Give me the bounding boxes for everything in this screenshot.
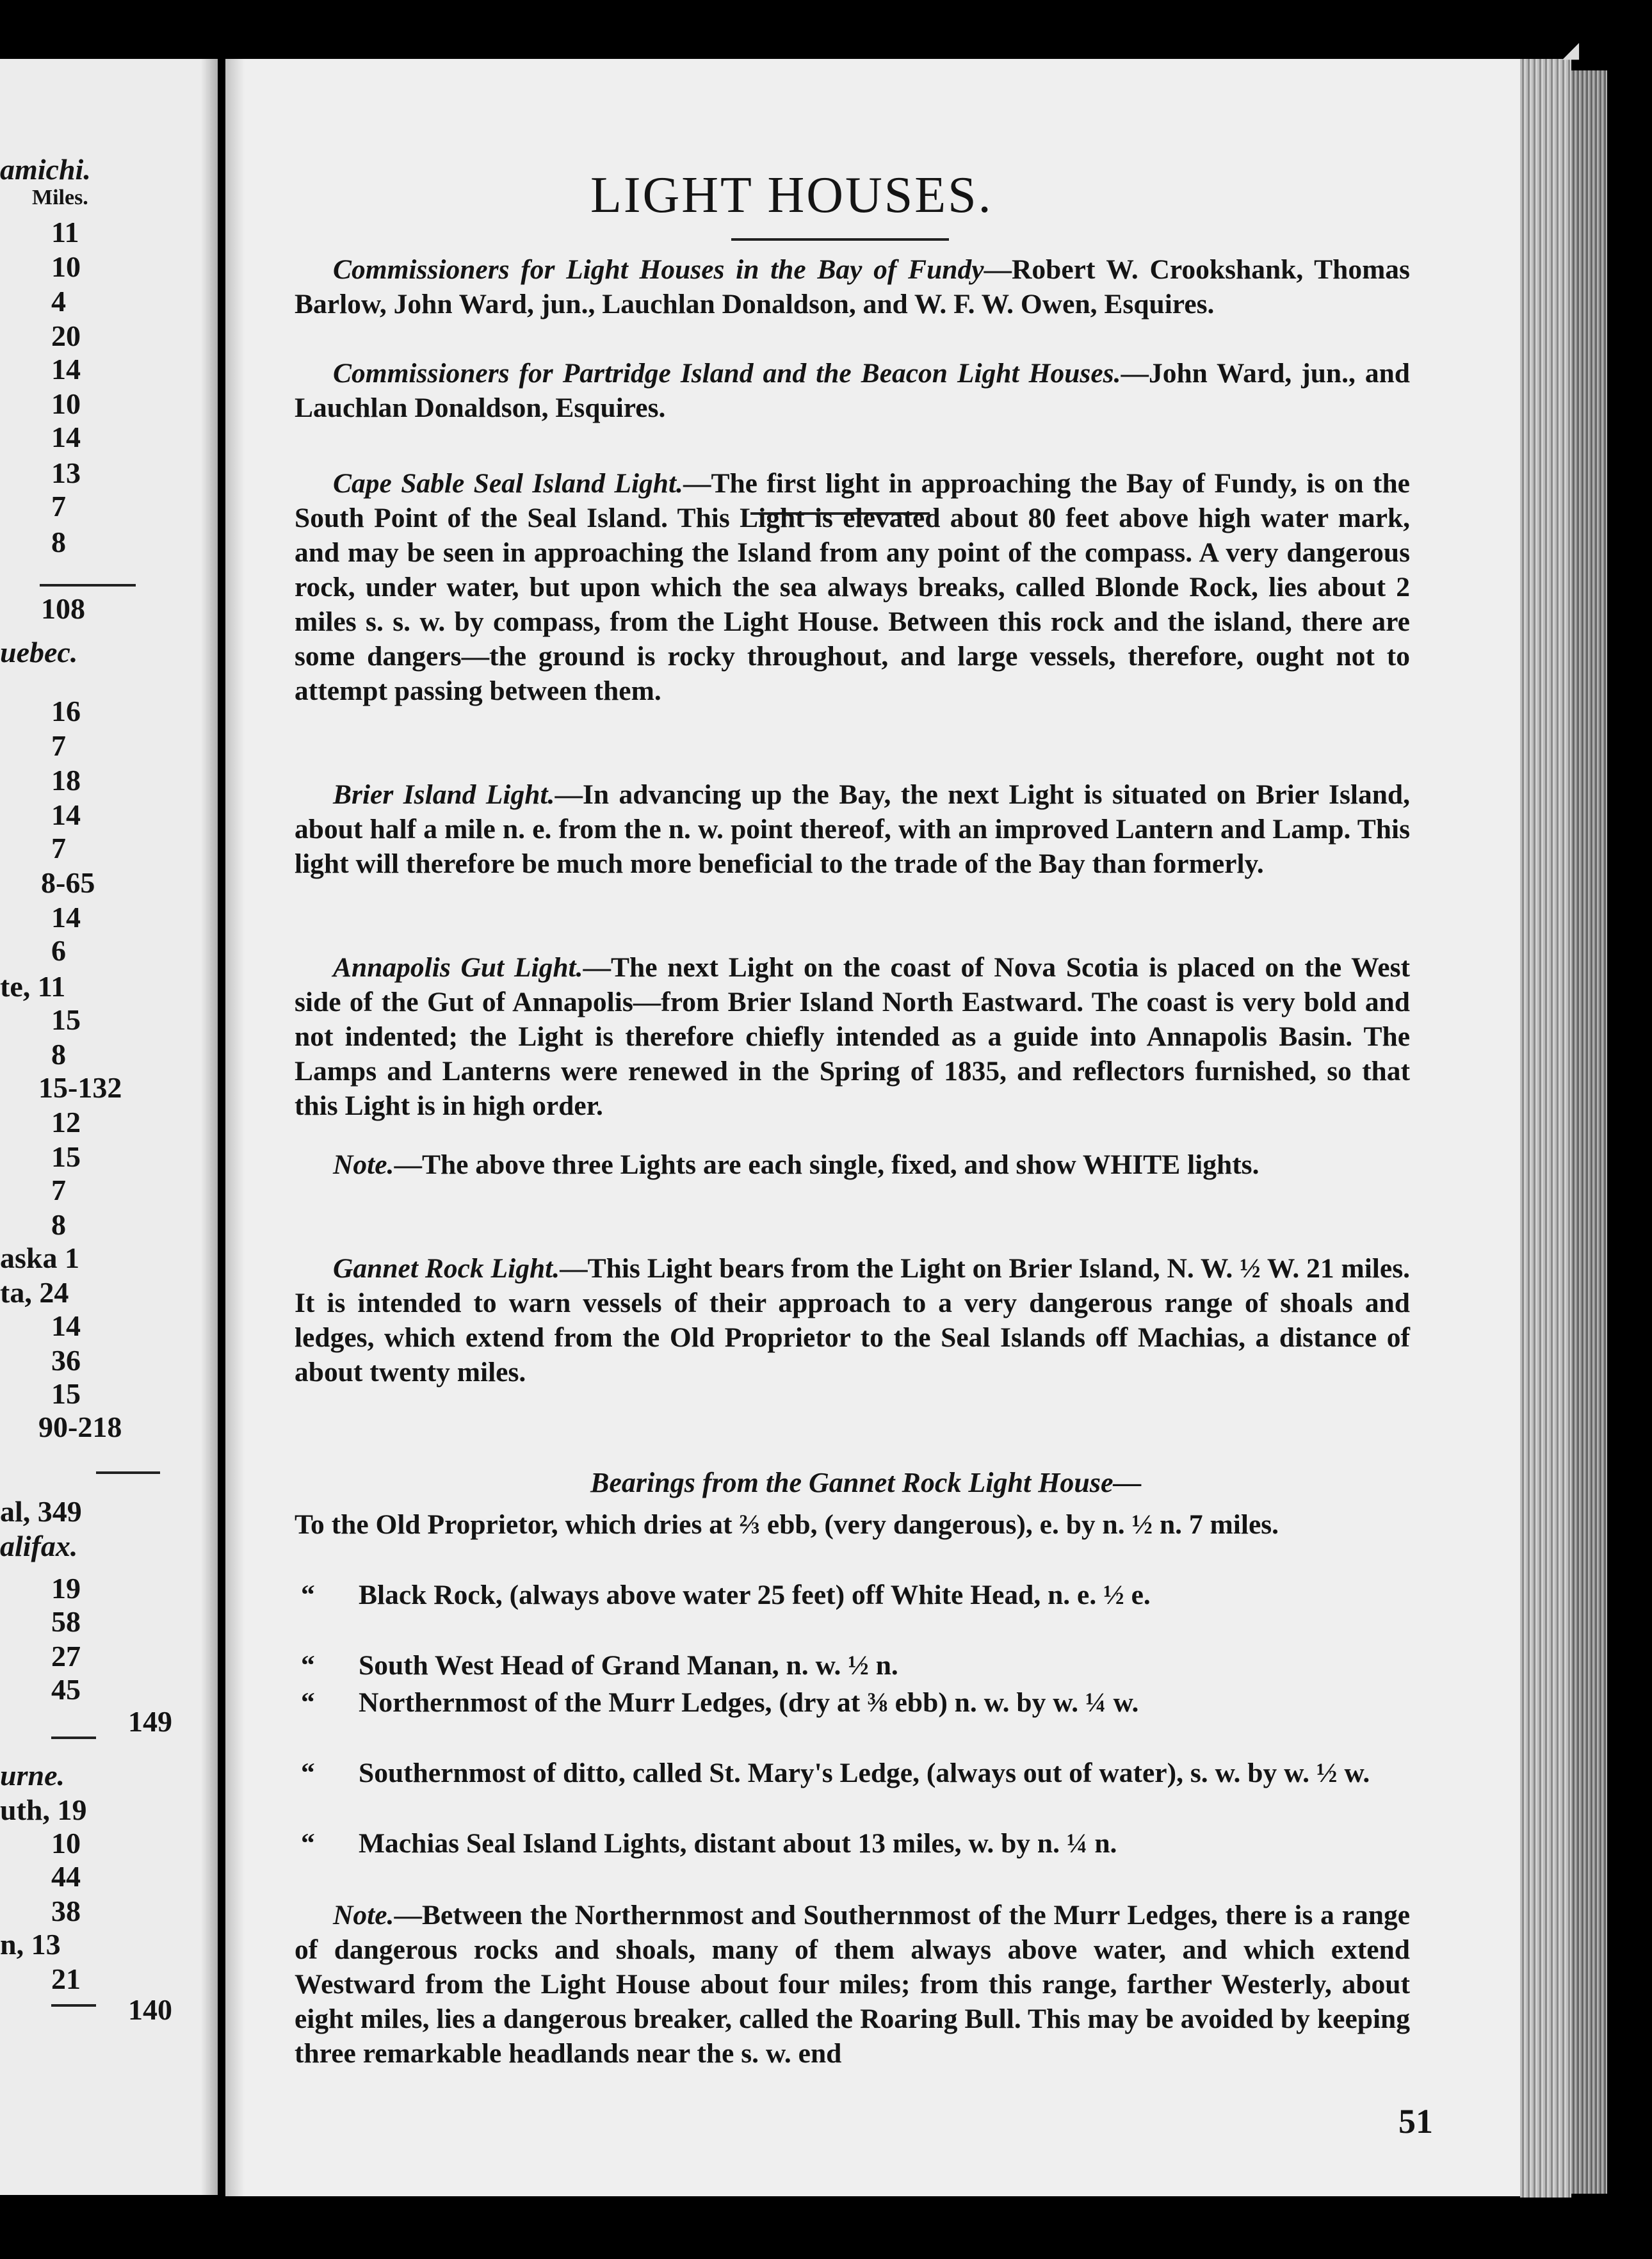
commissioners-partridge — [295, 356, 1410, 425]
bearing-item — [295, 1648, 1410, 1683]
divider-rule — [51, 2004, 96, 2007]
ditto-mark: “ — [301, 1687, 315, 1718]
left-section-heading: urne. — [0, 1759, 65, 1792]
bearing-text: South West Head of Grand Manan, n. w. ½ n. — [359, 1650, 898, 1681]
left-mileage-value: 15-132 — [38, 1071, 122, 1104]
left-mileage-value: 15 — [51, 1140, 81, 1173]
left-mileage-value: uth, 19 — [0, 1793, 87, 1826]
left-mileage-value: 14 — [51, 421, 81, 453]
bearing-item — [295, 1826, 1410, 1861]
paragraph-note — [295, 1147, 1410, 1182]
left-page-shadow — [201, 59, 218, 2195]
paragraph-brier-island — [295, 777, 1410, 881]
left-mileage-value: 18 — [51, 764, 81, 797]
paragraph-text: —Between the Northernmost and Southernmost of the Murr Ledges, there is a range of dangerous rocks and shoals, many of them always above water, and which extend Westward from the Light House about four miles; from this range, farther Westerly, about eight miles, lies a dangerous breaker, called the Roaring Bull. This may be avoided by keeping three remarkable headlands near the s. w. end — [295, 1900, 1410, 2069]
commissioners-partridge-lead: Commissioners for Partridge Island and the Beacon Light Houses. — [333, 358, 1121, 389]
bearing-item — [295, 1507, 1410, 1542]
bearing-item — [295, 1685, 1410, 1720]
left-mileage-value: 10 — [51, 1827, 81, 1859]
divider-rule — [40, 584, 136, 587]
commissioners-fundy-lead: Commissioners for Light Houses in the Bay of Fundy — [333, 254, 984, 285]
left-section-heading: amichi. — [0, 153, 91, 186]
bearing-item — [295, 1756, 1410, 1790]
left-mileage-value: n, 13 — [0, 1928, 61, 1961]
paragraph-text: —The next Light on the coast of Nova Scotia is placed on the West side of the Gut of Annapolis—from Brier Island North Eastward. The coast is very bold and not indented; the Light is therefore chiefly intended as a guide into Annapolis Basin. The Lamps and Lanterns were renewed in the Spring of 1835, and reflectors furnished, so that this Light is in high order. — [295, 952, 1410, 1121]
left-mileage-value: aska 1 — [0, 1242, 79, 1274]
left-page — [0, 59, 218, 2195]
left-mileage-value: 15 — [51, 1003, 81, 1036]
paragraph-final-note — [295, 1898, 1410, 2071]
left-mileage-value: 14 — [51, 353, 81, 385]
divider-rule — [51, 1737, 96, 1739]
left-mileage-value: 7 — [51, 1174, 66, 1206]
bearing-item — [295, 1578, 1410, 1612]
left-mileage-value: 14 — [51, 1309, 81, 1342]
paragraph-lead: Note. — [333, 1149, 394, 1180]
page-number: 51 — [1398, 2102, 1433, 2141]
left-mileage-value: al, 349 — [0, 1495, 82, 1528]
left-mileage-value: 14 — [51, 901, 81, 934]
bearing-text: Black Rock, (always above water 25 feet) off White Head, n. e. ½ e. — [359, 1580, 1151, 1610]
left-mileage-value: 10 — [51, 250, 81, 283]
left-mileage-value: 6 — [51, 934, 66, 967]
left-mileage-value: 19 — [51, 1572, 81, 1605]
left-mileage-value: 90-218 — [38, 1411, 122, 1443]
left-mileage-value: 44 — [51, 1860, 81, 1893]
left-mileage-value: 14 — [51, 798, 81, 831]
bearings-heading: Bearings from the Gannet Rock Light House— — [590, 1467, 1142, 1498]
page-edges-outer — [1571, 70, 1607, 2194]
left-mileage-value: 27 — [51, 1640, 81, 1672]
paragraph-lead: Brier Island Light. — [333, 779, 555, 810]
left-mileage-value: 38 — [51, 1895, 81, 1927]
bearing-text: Northernmost of the Murr Ledges, (dry at ⅜ ebb) n. w. by w. ¼ w. — [359, 1687, 1139, 1718]
left-mileage-value: 45 — [51, 1673, 81, 1706]
paragraph-annapolis-gut — [295, 950, 1410, 1123]
left-mileage-value: 16 — [51, 695, 81, 727]
left-mileage-value: 4 — [51, 285, 66, 318]
ditto-mark: “ — [301, 1828, 315, 1859]
left-section-heading: alifax. — [0, 1530, 78, 1562]
left-mileage-value: 7 — [51, 729, 66, 762]
ditto-mark: “ — [301, 1650, 315, 1681]
bearing-text: To the Old Proprietor, which dries at ⅔ ebb, (very dangerous), e. by n. ½ n. 7 miles. — [295, 1509, 1279, 1540]
paragraph-lead: Annapolis Gut Light. — [333, 952, 583, 983]
paragraph-text: —The above three Lights are each single, fixed, and show WHITE lights. — [394, 1149, 1259, 1180]
left-mileage-value: 10 — [51, 387, 81, 420]
left-mileage-value: 58 — [51, 1605, 81, 1638]
left-mileage-value: 8 — [51, 1038, 66, 1071]
left-section-heading: uebec. — [0, 636, 78, 668]
left-mileage-value: 140 — [128, 1993, 172, 2026]
commissioners-fundy — [295, 252, 1410, 321]
paragraph-text: —In advancing up the Bay, the next Light is situated on Brier Island, about half a mile n. e. from the n. w. point thereof, with an improved Lantern and Lamp. This light will therefore be much more beneficial to the trade of the Bay than formerly. — [295, 779, 1410, 879]
paragraph-lead: Note. — [333, 1900, 394, 1931]
ditto-mark: “ — [301, 1758, 315, 1788]
left-mileage-value: 108 — [41, 592, 85, 625]
left-mileage-value: 7 — [51, 832, 66, 864]
paragraph-cape-sable — [295, 466, 1410, 708]
left-mileage-value: 13 — [51, 457, 81, 489]
paragraph-text: —The first light in approaching the Bay of Fundy, is on the South Point of the Seal Island. This Light is elevated about 80 feet above high water mark, and may be seen in approaching the Island from any point of the compass. A very dangerous rock, under water, but upon which the sea always breaks, called Blonde Rock, lies about 2 miles s. s. w. by compass, from the Light House. Between this rock and the island, there are some dangers—the ground is rocky throughout, and large vessels, therefore, ought not to attempt passing between them. — [295, 468, 1410, 706]
bearing-text: Southernmost of ditto, called St. Mary's Ledge, (always out of water), s. w. by w. ½ w. — [359, 1758, 1370, 1788]
left-mileage-value: 36 — [51, 1344, 81, 1377]
left-mileage-value: 21 — [51, 1963, 81, 1995]
paragraph-lead: Gannet Rock Light. — [333, 1253, 560, 1284]
left-mileage-value: ta, 24 — [0, 1276, 69, 1309]
left-mileage-value: 8 — [51, 526, 66, 558]
divider-rule — [96, 1471, 160, 1474]
left-mileage-value: 7 — [51, 490, 66, 522]
commissioners-partridge-text: —John Ward, jun., and Lauchlan Donaldson, Esquires. — [295, 358, 1410, 423]
paragraph-gannet-rock — [295, 1251, 1410, 1389]
left-mileage-value: Miles. — [32, 186, 88, 209]
left-mileage-value: 149 — [128, 1705, 172, 1738]
page-edges — [1520, 59, 1571, 2198]
page-corner-fold: ◢ — [1562, 38, 1580, 62]
left-mileage-value: 15 — [51, 1377, 81, 1410]
left-mileage-value: te, 11 — [0, 970, 66, 1003]
left-mileage-value: 12 — [51, 1106, 81, 1138]
left-mileage-value: 20 — [51, 320, 81, 352]
title-rule — [731, 238, 949, 241]
ditto-mark: “ — [301, 1580, 315, 1610]
left-mileage-value: 11 — [51, 216, 79, 248]
paragraph-text: —This Light bears from the Light on Brier Island, N. W. ½ W. 21 miles. It is intended to warn vessels of their approach to a very dangerous range of shoals and ledges, which extend from the Old Proprietor to the Seal Islands off Machias, a distance of about twenty miles. — [295, 1253, 1411, 1388]
paragraph-lead: Cape Sable Seal Island Light. — [333, 468, 683, 499]
commissioners-fundy-text: —Robert W. Crookshank, Thomas Barlow, John Ward, jun., Lauchlan Donaldson, and W. F. W. Owen, Esquires. — [295, 254, 1410, 320]
left-mileage-value: 8-65 — [41, 866, 95, 899]
left-mileage-value: 8 — [51, 1208, 66, 1241]
bearing-text: Machias Seal Island Lights, distant about 13 miles, w. by n. ¼ n. — [359, 1828, 1117, 1859]
page-title: LIGHT HOUSES. — [590, 167, 993, 223]
